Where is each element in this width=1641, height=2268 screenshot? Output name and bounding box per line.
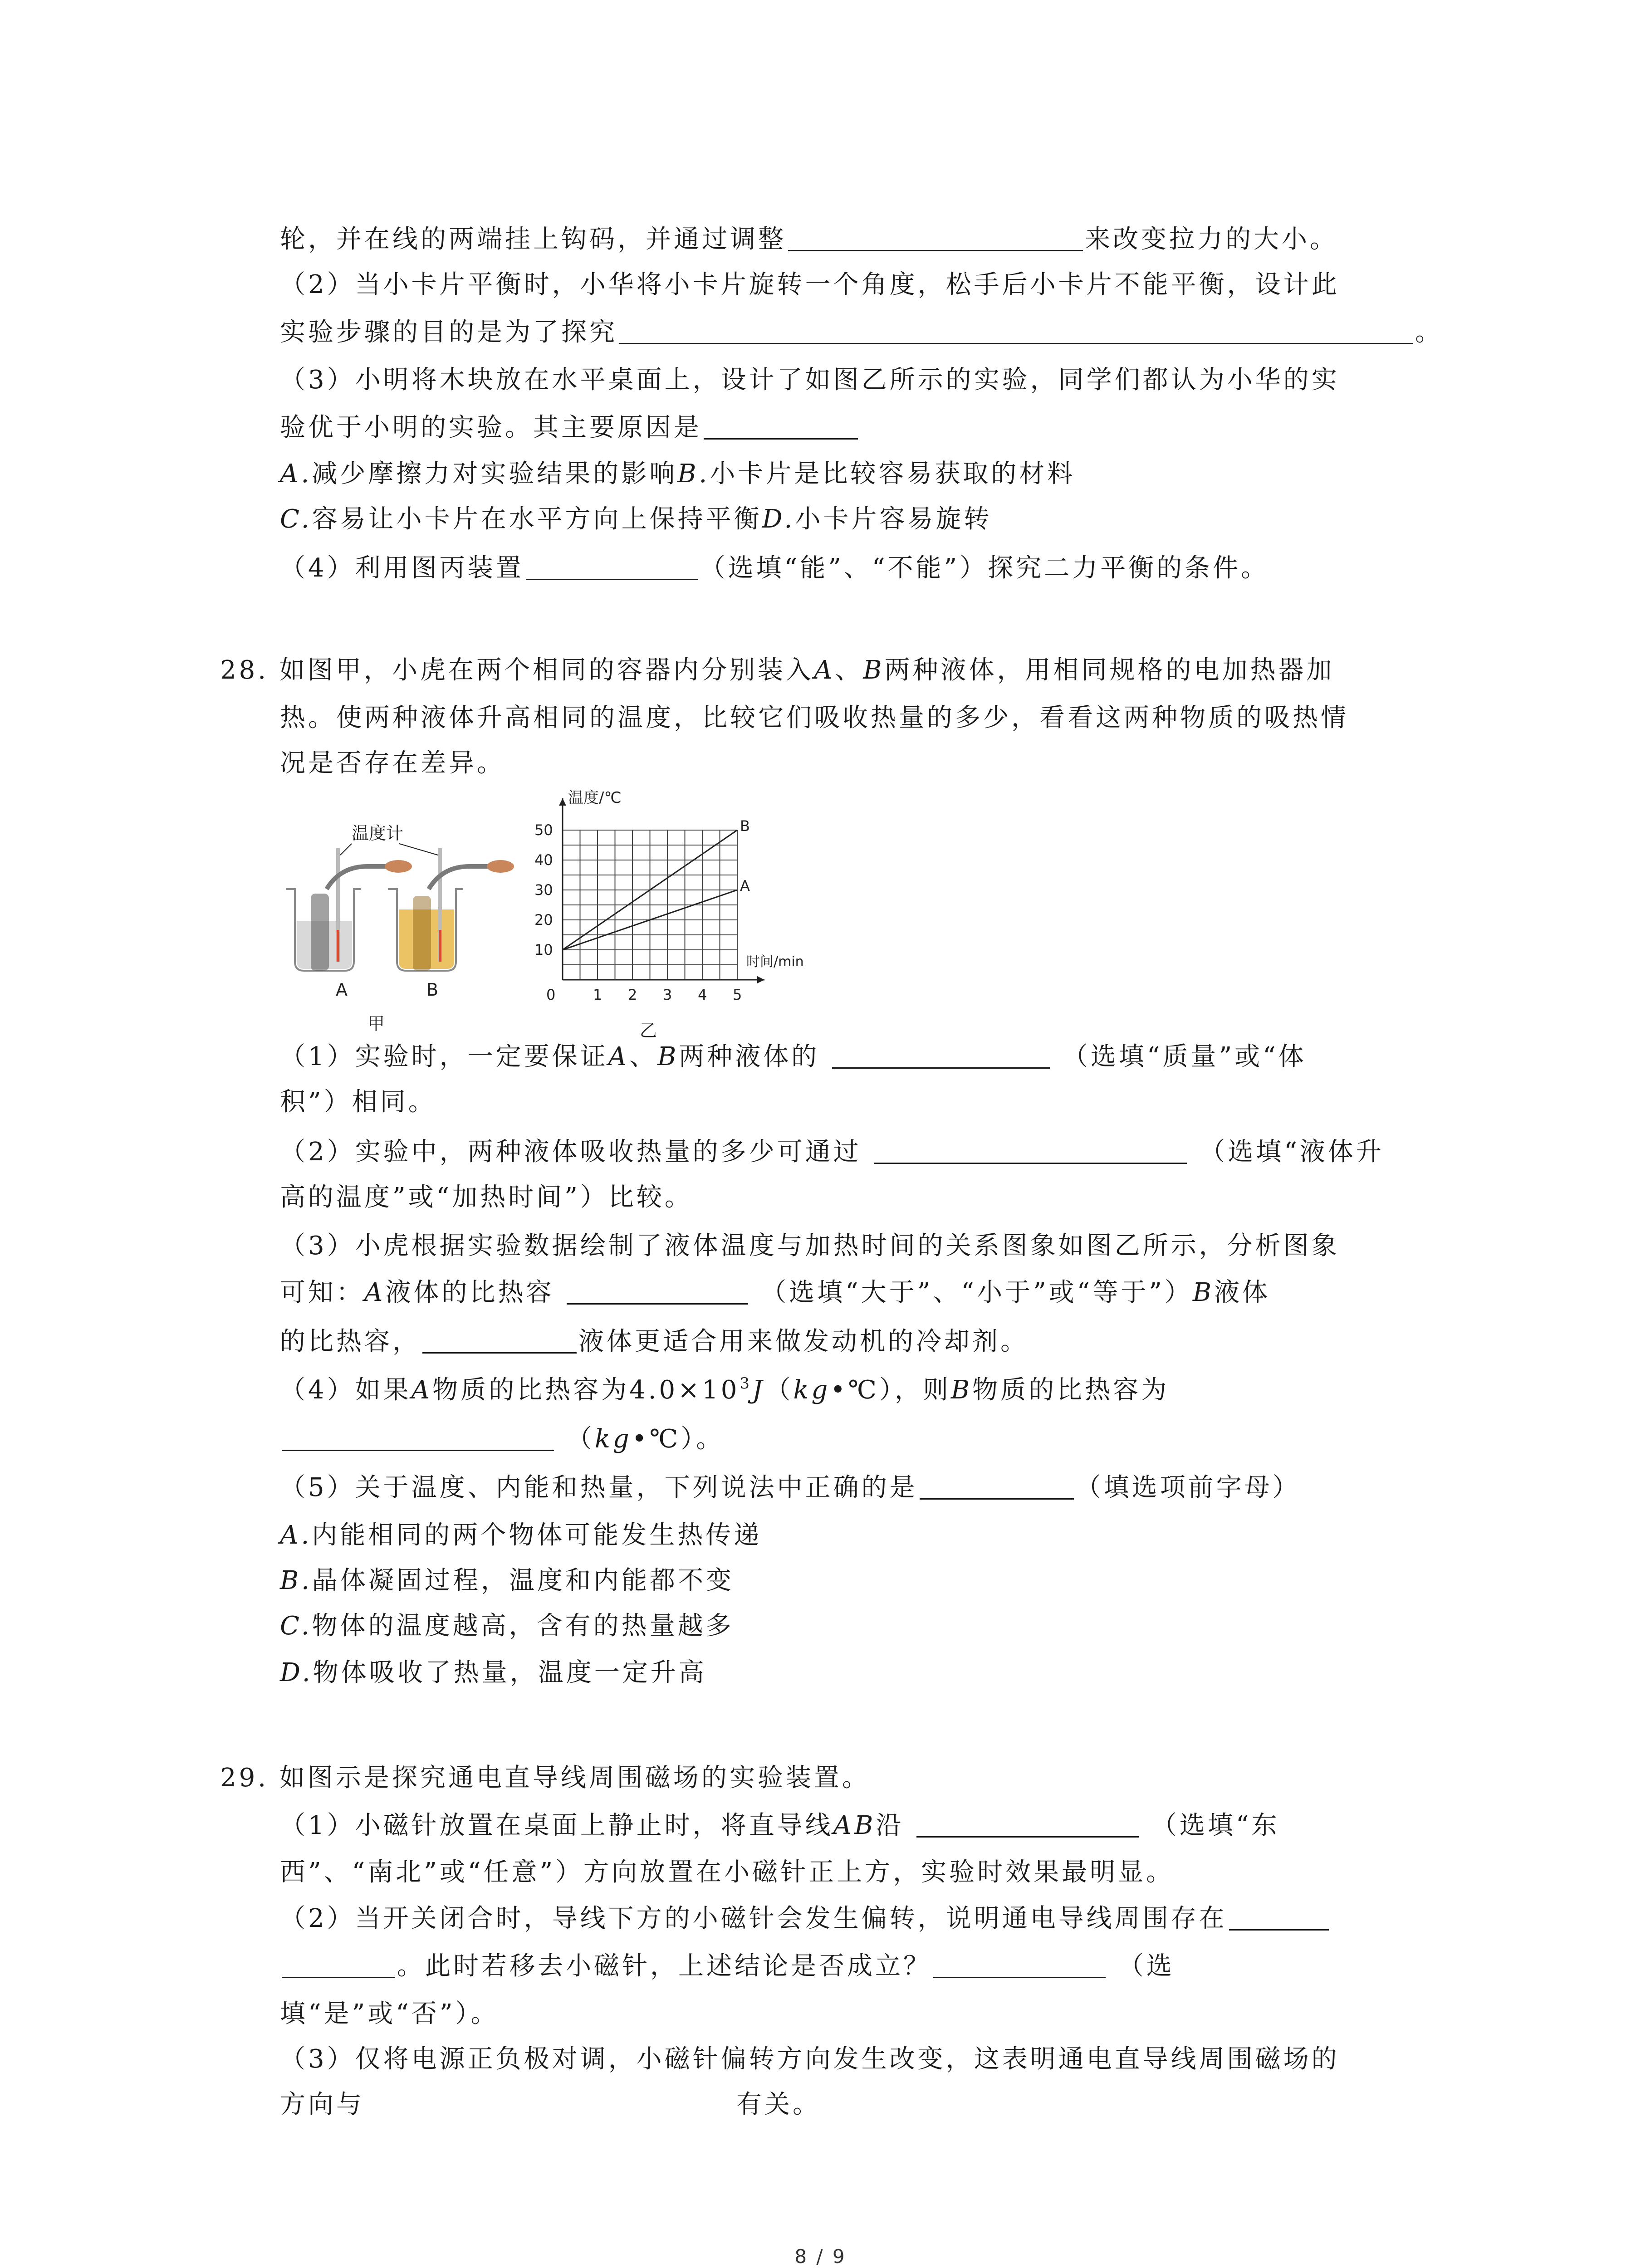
y-tick-label: 20 [534,911,553,929]
q28-option-a [280,1517,762,1554]
q27-line-8 [280,550,1269,587]
q28-text: 高的温度”或“加热时间”）比较。 [280,1183,693,1212]
q28-text: 、 [835,655,863,685]
unit-J: J [752,1375,765,1405]
option-letter: A. [280,1520,312,1550]
q27-text: 来改变拉力的大小。 [1085,225,1338,254]
q28-line-3 [280,745,505,782]
q29-text: 如图示是探究通电直导线周围磁场的实验装置。 [279,1763,870,1793]
q28-text: （1）实验时，一定要保证 [280,1042,608,1071]
q28-blank-1[interactable] [832,1040,1050,1069]
q29-text: 方向与 [280,2090,364,2119]
q29-text: （3）仅将电源正负极对调，小磁针偏转方向发生改变，这表明通电直导线周围磁场的 [280,2044,1340,2074]
q29-p2-line-1 [280,1901,1331,1937]
q28-text: 况是否存在差异。 [280,748,505,778]
variable-B: B [950,1375,973,1405]
q28-text: （2）实验中，两种液体吸收热量的多少可通过 [280,1137,862,1167]
q29-blank-1[interactable] [916,1809,1139,1838]
variable-AB: AB [833,1811,876,1840]
q28-line-2 [280,700,1349,736]
x-axis-label: 时间/min [746,954,804,970]
x-tick-label: 4 [698,986,707,1003]
q28-p1-line-2 [280,1084,436,1120]
variable-A: A [608,1042,630,1071]
option-letter: C. [280,1611,312,1641]
q28-p3-line-3 [280,1324,1029,1360]
q28-text: （3）小虎根据实验数据绘制了液体温度与加热时间的关系图象如图乙所示，分析图象 [280,1231,1340,1261]
q29-text: 填“是”或“否”）。 [280,1999,499,2028]
q28-figure [277,789,867,1043]
option-letter: D. [762,504,795,534]
y-tick-label: 30 [534,881,553,899]
exponent: 3 [740,1374,752,1393]
beaker-a-label: A [336,980,348,1000]
q27-blank-2[interactable] [619,316,1413,344]
q28-p3-line-1 [280,1228,1340,1264]
q28-option-d [280,1655,707,1691]
beaker-a [286,848,412,971]
q27-line-4 [280,362,1340,398]
q27-blank-4[interactable] [526,552,698,580]
q27-options-cd [280,501,992,538]
q28-text: 物质的比热容为 [972,1375,1170,1405]
q27-text: 实验步骤的目的是为了探究 [280,318,617,347]
beaker-b-label: B [426,980,439,1000]
q28-text: 两种液体，用相同规格的电加热器加 [884,655,1335,685]
option-text: 减少摩擦力对实验结果的影响 [312,459,678,489]
q28-p3-line-2 [280,1275,1270,1311]
x-tick-label: 2 [628,986,637,1003]
x-axis-arrow [757,976,764,983]
y-tick-label: 50 [534,821,553,839]
page-number: 8 / 9 [794,2245,847,2268]
y-axis-arrow [559,798,566,806]
q28-text: （ [566,1424,595,1454]
q28-p5-line [280,1470,1301,1506]
q27-line-2 [280,267,1340,303]
series-label-b: B [740,817,750,835]
temperature-time-chart [534,789,804,1003]
q28-line-1 [220,652,1334,689]
q28-text: 物质的比热容为4.0×10 [432,1375,740,1405]
q28-blank-3[interactable] [567,1276,748,1305]
q28-text: •℃）。 [632,1424,725,1454]
variable-B: B [657,1042,679,1071]
q27-blank-1[interactable] [788,223,1083,251]
q28-text: 两种液体的 [679,1042,820,1071]
q29-text: （1）小磁针放置在桌面上静止时，将直导线 [280,1811,833,1840]
q27-options-ab [280,456,1075,492]
option-letter: B. [677,459,710,489]
option-letter: C. [280,504,312,534]
q28-blank-6[interactable] [920,1471,1074,1500]
q27-text: （3）小明将木块放在水平桌面上，设计了如图乙所示的实验，同学们都认为小华的实 [280,365,1340,395]
x-tick-label: 5 [733,986,742,1003]
option-text: 晶体凝固过程，温度和内能都不变 [312,1566,734,1595]
q29-p3-line-1 [280,2041,1340,2077]
q28-blank-5[interactable] [282,1422,554,1451]
q28-text: 如图甲，小虎在两个相同的容器内分别装入 [279,655,814,685]
q27-blank-3[interactable] [704,411,858,440]
q28-option-b [280,1563,734,1599]
q28-option-c [280,1608,734,1644]
q27-text: 轮，并在线的两端挂上钩码，并通过调整 [280,225,786,254]
q29-text: 。此时若移去小磁针，上述结论是否成立？ [397,1951,931,1981]
q28-text: （选填“液体升 [1200,1137,1384,1167]
series-label-a: A [740,877,750,894]
q27-text: 验优于小明的实验。其主要原因是 [280,413,702,442]
q27-text: （2）当小卡片平衡时，小华将小卡片旋转一个角度，松手后小卡片不能平衡，设计此 [280,270,1340,299]
q29-p3-line-2 [280,2087,821,2123]
variable-A: A [364,1278,386,1307]
option-text: 物体的温度越高，含有的热量越多 [312,1611,734,1641]
q29-text: （2）当开关闭合时，导线下方的小磁针会发生偏转，说明通电导线周围存在 [280,1904,1227,1933]
option-text: 物体吸收了热量，温度一定升高 [313,1658,707,1687]
unit-kg: kg [594,1424,632,1454]
q28-p2-line-1 [280,1134,1384,1170]
y-tick-label: 10 [534,941,553,958]
q28-text: （5）关于温度、内能和热量，下列说法中正确的是 [280,1473,918,1502]
y-tick-label: 40 [534,851,553,869]
q28-text: •℃），则 [830,1375,951,1405]
q29-p1-line-2 [280,1854,1174,1891]
q28-blank-4[interactable] [422,1325,577,1354]
figure-caption-yi: 乙 [640,1021,657,1041]
variable-A: A [411,1375,433,1405]
figure-caption-jia: 甲 [367,1014,385,1034]
question-number: 28. [220,655,269,685]
option-text: 小卡片是比较容易获取的材料 [710,459,1076,489]
q28-p4-line-1 [280,1372,1169,1408]
q28-text: 、 [629,1042,658,1071]
q28-text: 热。使两种液体升高相同的温度，比较它们吸收热量的多少，看看这两种物质的吸热情 [280,703,1349,733]
q27-line-1 [280,221,1338,258]
q27-line-3 [280,314,1443,351]
x-tick-label: 3 [663,986,672,1003]
x-tick-label: 1 [593,986,603,1003]
q28-text: （选填“大于”、“小于”或“等于”） [761,1278,1193,1307]
question-number: 29. [220,1763,269,1793]
q28-text: 的比热容， [280,1327,421,1356]
option-text: 容易让小卡片在水平方向上保持平衡 [312,504,762,534]
thermometer-label: 温度计 [352,823,404,843]
x-tick-label: 0 [546,986,556,1003]
option-text: 小卡片容易旋转 [795,504,992,534]
q28-p4-line-2 [280,1421,724,1457]
q28-text: 可知： [280,1278,364,1307]
q29-line-1 [220,1760,870,1796]
unit-kg: kg [793,1375,831,1405]
q29-blank-3[interactable] [933,1950,1106,1978]
variable-B: B [1192,1278,1215,1307]
q27-text: （选填“能”、“不能”）探究二力平衡的条件。 [700,553,1269,583]
q29-p1-line-1 [280,1808,1280,1844]
q28-text: （选填“质量”或“体 [1062,1042,1307,1071]
q28-p2-line-2 [280,1179,693,1216]
q28-text: （填选项前字母） [1075,1473,1301,1502]
q28-blank-2[interactable] [874,1135,1187,1164]
q28-text: （ [765,1375,794,1405]
q28-text: （4）如果 [280,1375,411,1405]
option-letter: B. [280,1566,312,1595]
q28-text: 液体的比热容 [385,1278,554,1307]
variable-B: B [863,655,885,685]
option-letter: D. [280,1658,313,1687]
q29-text: （选填“东 [1151,1811,1280,1840]
variable-A: A [813,655,835,685]
y-axis-label: 温度/℃ [568,789,622,807]
q28-text: 液体更适合用来做发动机的冷却剂。 [578,1327,1029,1356]
q28-text: 液体 [1214,1278,1271,1307]
q29-text: （选 [1118,1951,1175,1981]
q29-text: 沿 [876,1811,904,1840]
option-text: 内能相同的两个物体可能发生热传递 [312,1520,762,1550]
q29-p2-line-3 [280,1996,499,2032]
q29-text: 西”、“南北”或“任意”）方向放置在小磁针正上方，实验时效果最明显。 [280,1857,1175,1887]
q27-text: 。 [1415,318,1443,347]
option-letter: A. [280,459,312,489]
q29-p2-line-2 [280,1948,1175,1984]
q29-text: 有关。 [736,2090,821,2119]
q29-blank-2a[interactable] [1229,1902,1329,1931]
q28-figure-svg [277,789,867,1043]
q27-line-5 [280,410,860,446]
q27-text: （4）利用图丙装置 [280,553,524,583]
q28-p1-line-1 [280,1039,1307,1075]
q29-blank-2b[interactable] [282,1950,395,1978]
q28-text: 积”）相同。 [280,1087,436,1117]
